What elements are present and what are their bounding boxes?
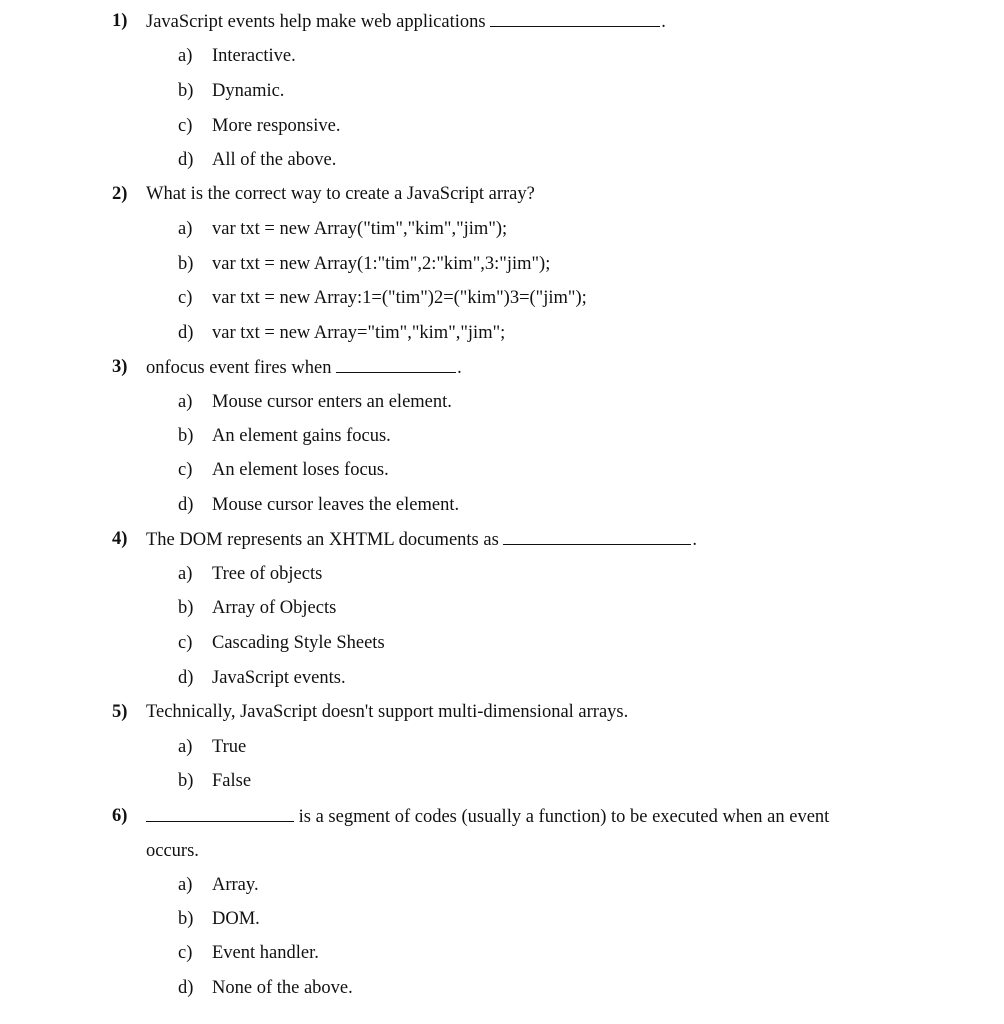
question-4-stem: The DOM represents an XHTML documents as	[146, 530, 499, 550]
question-3-text: onfocus event fires when .	[146, 358, 462, 378]
question-1-text: JavaScript events help make web applications .	[146, 12, 666, 32]
option-letter: a)	[178, 564, 193, 584]
question-6-stem: is a segment of codes (usually a function) to be executed when an event	[298, 807, 830, 827]
option-text: An element loses focus.	[212, 460, 389, 480]
option-letter: d)	[178, 323, 194, 343]
option-letter: d)	[178, 978, 194, 998]
question-6-blank	[146, 805, 294, 822]
option-letter: b)	[178, 771, 194, 791]
option-letter: a)	[178, 737, 193, 757]
option-letter: a)	[178, 875, 193, 895]
option-text: All of the above.	[212, 150, 337, 170]
question-6-continuation: occurs.	[146, 841, 199, 861]
question-4-blank	[503, 528, 691, 545]
option-letter: a)	[178, 392, 193, 412]
option-text: Tree of objects	[212, 564, 323, 584]
option-letter: b)	[178, 81, 194, 101]
option-text: Mouse cursor enters an element.	[212, 392, 452, 412]
option-letter: a)	[178, 219, 193, 239]
option-letter: b)	[178, 909, 194, 929]
question-1-stem: JavaScript events help make web applications	[146, 12, 486, 32]
option-letter: d)	[178, 150, 194, 170]
option-letter: c)	[178, 288, 193, 308]
option-letter: b)	[178, 598, 194, 618]
question-6-number: 6)	[112, 806, 128, 826]
option-text: Array.	[212, 875, 259, 895]
option-text: var txt = new Array(1:"tim",2:"kim",3:"jim");	[212, 254, 551, 274]
question-5-text: Technically, JavaScript doesn't support multi-dimensional arrays.	[146, 702, 629, 722]
option-text: Array of Objects	[212, 598, 337, 618]
option-letter: a)	[178, 46, 193, 66]
question-6-text	[146, 805, 829, 828]
option-letter: b)	[178, 426, 194, 446]
option-letter: d)	[178, 495, 194, 515]
option-letter: c)	[178, 943, 193, 963]
option-text: DOM.	[212, 909, 260, 929]
option-letter: c)	[178, 116, 193, 136]
question-3-number: 3)	[112, 357, 128, 377]
option-text: Interactive.	[212, 46, 296, 66]
option-text: Dynamic.	[212, 81, 285, 101]
question-5-number: 5)	[112, 702, 128, 722]
option-text: True	[212, 737, 247, 757]
question-2-number: 2)	[112, 184, 128, 204]
question-1-blank	[490, 10, 660, 27]
question-3-blank	[336, 356, 456, 373]
question-4-text: The DOM represents an XHTML documents as .	[146, 530, 698, 550]
option-text: JavaScript events.	[212, 668, 346, 688]
option-text: None of the above.	[212, 978, 353, 998]
option-text: An element gains focus.	[212, 426, 391, 446]
option-text: var txt = new Array("tim","kim","jim");	[212, 219, 508, 239]
question-1-number: 1)	[112, 11, 128, 31]
option-text: Event handler.	[212, 943, 319, 963]
option-text: Mouse cursor leaves the element.	[212, 495, 460, 515]
option-letter: d)	[178, 668, 194, 688]
option-text: False	[212, 771, 252, 791]
option-text: Cascading Style Sheets	[212, 633, 385, 653]
option-text: var txt = new Array="tim","kim","jim";	[212, 323, 506, 343]
option-letter: c)	[178, 460, 193, 480]
question-2-text: What is the correct way to create a JavaScript array?	[146, 184, 535, 204]
option-letter: c)	[178, 633, 193, 653]
option-text: More responsive.	[212, 116, 341, 136]
question-4-number: 4)	[112, 529, 128, 549]
option-text: var txt = new Array:1=("tim")2=("kim")3=("jim");	[212, 288, 587, 308]
question-3-stem: onfocus event fires when	[146, 358, 332, 378]
option-letter: b)	[178, 254, 194, 274]
